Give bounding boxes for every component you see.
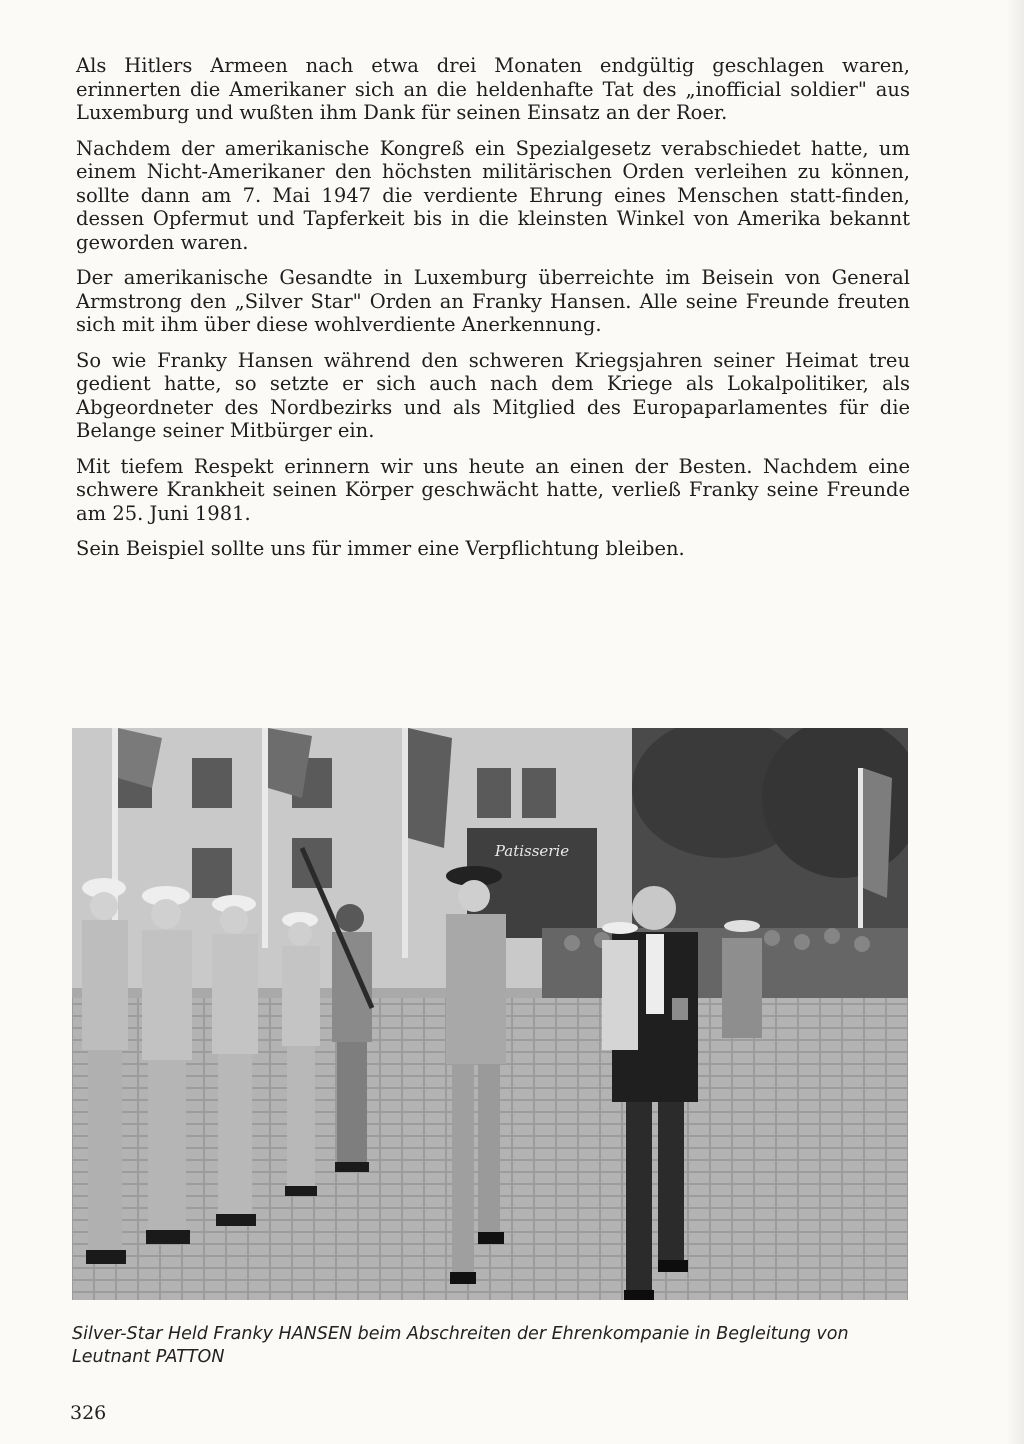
paragraph-3: Der amerikanische Gesandte in Luxemburg überreichte im Beisein von General Armstrong den „Silver Star" Orden an Franky Hansen. Alle seine Freunde freuten sich mit ihm über diese wohlverdiente Anerkennung. (76, 266, 910, 336)
paragraph-6: Sein Beispiel sollte uns für immer eine Verpflichtung bleiben. (76, 537, 685, 560)
patisserie-sign: Patisserie (494, 842, 570, 860)
paragraph-1: Als Hitlers Armeen nach etwa drei Monaten endgültig geschlagen waren, erinnerten die Amerikaner sich an die heldenhafte Tat des „inofficial soldier" aus Luxemburg und wußten ihm Dank für seinen Einsatz an der Roer. (76, 54, 910, 124)
page-number: 326 (70, 1402, 107, 1424)
paragraph-5: Mit tiefem Respekt erinnern wir uns heute an einen der Besten. Nachdem eine schwere Krankheit seinen Körper geschwächt hatte, verließ Franky seine Freunde am 25. Juni 1981. (76, 454, 910, 525)
paragraph-4: So wie Franky Hansen während den schweren Kriegsjahren seiner Heimat treu gedient hatte, so setzte er sich auch nach dem Kriege als Lokalpolitiker, als Abgeordneter des Nordbezirks und als Mitglied des Europaparlamentes für die Belange seiner Mitbürger ein. (76, 348, 910, 442)
ceremony-photo (72, 728, 908, 1300)
body-text (76, 54, 910, 573)
page-edge-shadow (1006, 0, 1024, 1444)
photo-caption: Silver-Star Held Franky HANSEN beim Abschreiten der Ehrenkompanie in Begleitung von Leutnant PATTON (72, 1324, 849, 1367)
paragraph-2: Nachdem der amerikanische Kongreß ein Spezialgesetz verabschiedet hatte, um einem Nicht-Amerikaner den höchsten militärischen Orden verleihen zu können, sollte dann am 7. Mai 1947 die verdiente Ehrung eines Menschen statt-finden, dessen Opfermut und Tapferkeit bis in die kleinsten Winkel von Amerika bekannt geworden waren. (76, 136, 910, 254)
